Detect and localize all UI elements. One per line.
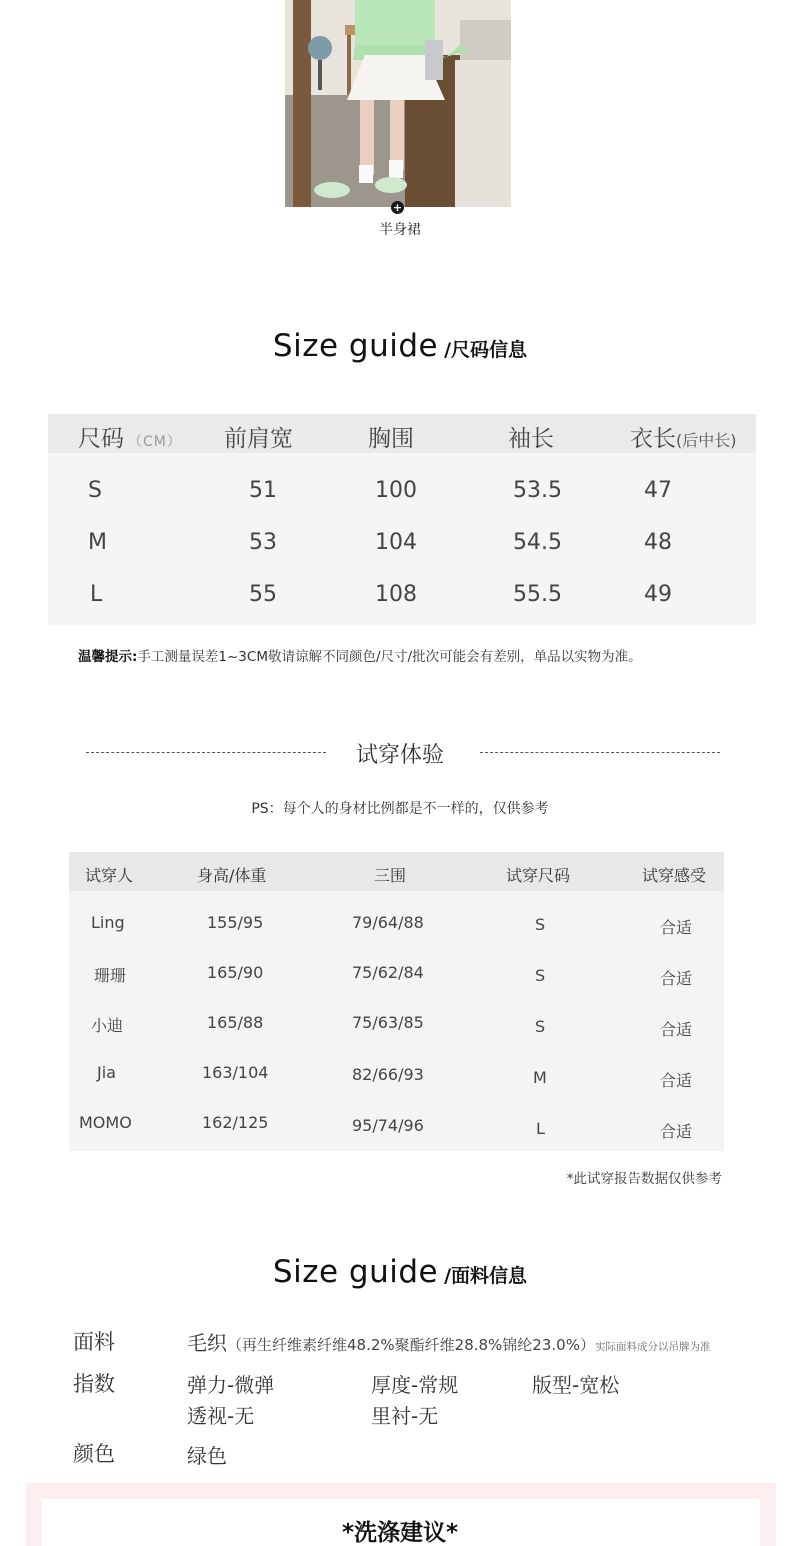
index-stretch: 弹力-微弹 — [187, 1373, 275, 1397]
product-photo — [285, 0, 511, 207]
index-fit: 版型-宽松 — [532, 1373, 620, 1397]
wash-title: *洗涤建议* — [341, 1520, 459, 1546]
fit-cell: S — [535, 1017, 546, 1036]
size-guide-heading: Size guide — [272, 328, 439, 364]
photo-caption: 半身裙 — [379, 222, 421, 238]
fit-cell: M — [533, 1068, 547, 1087]
fit-cell: 合适 — [660, 1020, 693, 1039]
fit-cell: 合适 — [660, 1071, 693, 1090]
fit-header-height-weight: 身高/体重 — [197, 866, 267, 885]
fit-cell: 合适 — [660, 1122, 693, 1141]
material-value: 毛织（再生纤维素纤维48.2%聚酯纤维28.8%锦纶23.0%）实际面料成分以吊牌为准 — [187, 1331, 711, 1355]
size-cell: 55 — [249, 582, 277, 607]
size-header-bust: 胸围 — [368, 426, 414, 452]
fit-ps-note: PS：每个人的身材比例都是不一样的，仅供参考 — [251, 801, 549, 817]
size-table — [48, 414, 756, 625]
fit-cell: 小迪 — [91, 1016, 124, 1035]
size-cell: 53 — [249, 530, 277, 555]
size-cell: 108 — [375, 582, 417, 607]
fabric-guide-heading: Size guide — [272, 1254, 439, 1290]
color-value: 绿色 — [187, 1444, 227, 1468]
fit-cell: L — [536, 1119, 545, 1138]
fit-cell: 155/95 — [207, 913, 264, 932]
index-thickness: 厚度-常规 — [371, 1373, 459, 1397]
index-lining: 里衬-无 — [371, 1404, 439, 1428]
size-cell: 47 — [644, 478, 672, 503]
fit-cell: 合适 — [660, 918, 693, 937]
fit-cell: Jia — [97, 1063, 116, 1082]
material-label: 面料 — [73, 1330, 115, 1354]
size-header-sleeve: 袖长 — [508, 426, 554, 452]
color-label: 颜色 — [73, 1442, 115, 1466]
measurement-tip: 温馨提示:手工测量误差1~3CM敬请谅解不同颜色/尺寸/批次可能会有差别，单品以实物为准。 — [78, 649, 642, 665]
fit-cell: S — [535, 915, 546, 934]
size-cell: 49 — [644, 582, 672, 607]
fit-header-person: 试穿人 — [85, 866, 134, 885]
size-cell: 48 — [644, 530, 672, 555]
size-cell: 100 — [375, 478, 417, 503]
fit-cell: Ling — [91, 913, 125, 932]
fit-cell: 163/104 — [202, 1063, 269, 1082]
size-cell: 51 — [249, 478, 277, 503]
size-cell: S — [88, 478, 102, 503]
size-guide-subtitle: /尺码信息 — [444, 339, 528, 361]
size-cell: 53.5 — [513, 478, 562, 503]
size-header-length: 衣长(后中长) — [630, 426, 737, 452]
add-plus-icon[interactable]: + — [392, 201, 403, 214]
size-header-shoulder: 前肩宽 — [224, 426, 293, 452]
fabric-guide-title — [0, 1254, 800, 1290]
fit-title: 试穿体验 — [355, 743, 444, 768]
fit-cell: 79/64/88 — [352, 913, 424, 932]
fit-cell: 165/88 — [207, 1013, 264, 1032]
size-cell: L — [90, 582, 103, 607]
fit-table — [69, 852, 724, 1151]
fabric-guide-subtitle: /面料信息 — [444, 1265, 528, 1287]
size-header-size: 尺码 （CM） — [78, 426, 182, 452]
fit-cell: 95/74/96 — [352, 1116, 424, 1135]
fit-cell: 合适 — [660, 969, 693, 988]
fit-header-size: 试穿尺码 — [506, 866, 571, 885]
size-cell: 104 — [375, 530, 417, 555]
fit-report-note: *此试穿报告数据仅供参考 — [566, 1171, 722, 1187]
fit-cell: 162/125 — [202, 1113, 269, 1132]
size-cell: M — [88, 530, 107, 555]
fit-cell: MOMO — [79, 1113, 132, 1132]
fit-cell: 75/62/84 — [352, 963, 424, 982]
index-label: 指数 — [73, 1372, 115, 1396]
size-cell: 54.5 — [513, 530, 562, 555]
fit-header-measurements: 三围 — [374, 866, 407, 885]
size-cell: 55.5 — [513, 582, 562, 607]
fit-cell: 75/63/85 — [352, 1013, 424, 1032]
size-guide-title — [0, 328, 800, 364]
fit-cell: 珊珊 — [94, 966, 127, 985]
index-transparency: 透视-无 — [187, 1404, 255, 1428]
fit-header-feeling: 试穿感受 — [642, 866, 707, 885]
fit-cell: 165/90 — [207, 963, 264, 982]
fit-cell: 82/66/93 — [352, 1065, 424, 1084]
fit-cell: S — [535, 966, 546, 985]
